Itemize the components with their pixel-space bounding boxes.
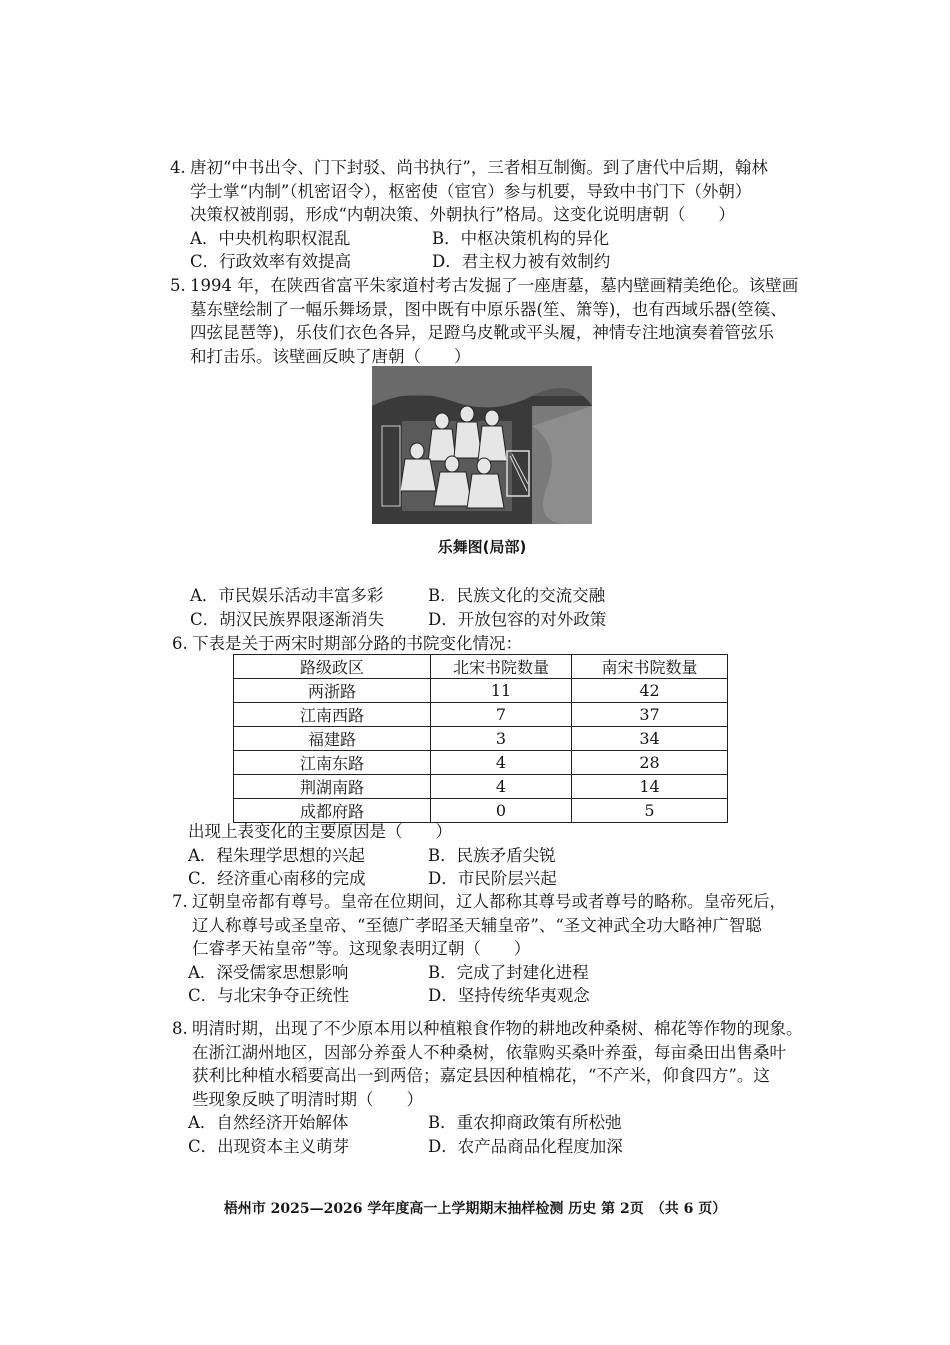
table-cell: 福建路: [234, 727, 431, 751]
option-a[interactable]: A．自然经济开始解体: [188, 1113, 349, 1132]
table-cell: 荆湖南路: [234, 775, 431, 799]
question-7-line: 辽人称尊号或圣皇帝、“至德广孝昭圣天辅皇帝”、“圣文神武全功大略神广智聪: [192, 915, 762, 935]
table-row: [234, 775, 728, 799]
question-8-line: 在浙江湖州地区，因部分养蚕人不种桑树，依靠购买桑叶养蚕，每亩桑田出售桑叶: [192, 1042, 786, 1062]
options-row: [190, 582, 790, 606]
option-b[interactable]: B．重农抑商政策有所松弛: [428, 1113, 622, 1132]
option-c[interactable]: C．与北宋争夺正统性: [188, 986, 350, 1005]
table-header: 路级政区: [234, 655, 431, 679]
table-cell: 34: [572, 727, 728, 751]
question-8-line: [172, 1017, 803, 1041]
page-footer: 梧州市 2025—2026 学年度高一上学期期末抽样检测 历史 第 2页 （共 6 页）: [223, 1201, 727, 1217]
table-header-row: [234, 655, 728, 679]
options-row: [172, 961, 786, 985]
question-7: [172, 890, 786, 1008]
table-cell: 37: [572, 703, 728, 727]
table-row: [234, 799, 728, 823]
option-a[interactable]: A．程朱理学思想的兴起: [188, 845, 365, 865]
question-4: [170, 156, 768, 274]
question-7-line: [172, 890, 786, 914]
question-number: 7.: [172, 892, 188, 911]
option-d[interactable]: D．农产品商品化程度加深: [428, 1136, 623, 1156]
table-cell: 5: [572, 799, 728, 823]
figure-caption: 乐舞图(局部): [437, 538, 527, 556]
options-row: [172, 984, 786, 1008]
question-number: 8.: [172, 1019, 188, 1038]
question-5-line: 四弦昆琶等)，乐伎们衣色各异，足蹬乌皮靴或平头履，神情专注地演奏着管弦乐: [190, 323, 774, 342]
option-d[interactable]: D．坚持传统华夷观念: [428, 986, 590, 1005]
option-a[interactable]: A．中央机构职权混乱: [190, 228, 351, 248]
table-cell: 14: [572, 775, 728, 799]
question-text: 出现上表变化的主要原因是（ ）: [188, 822, 452, 841]
table-cell: 7: [431, 703, 572, 727]
table-cell: 江南西路: [234, 703, 431, 727]
table-header: 南宋书院数量: [572, 655, 728, 679]
question-8-line: 获利比种植水稻要高出一到两倍；嘉定县因种植棉花，“不产米，仰食四方”。这: [192, 1066, 770, 1085]
question-5-line: [170, 274, 798, 298]
table-cell: 4: [431, 751, 572, 775]
option-d[interactable]: D．开放包容的对外政策: [428, 609, 607, 629]
table-cell: 42: [572, 679, 728, 703]
table-row: [234, 703, 728, 727]
option-c[interactable]: C．胡汉民族界限逐渐消失: [190, 609, 385, 629]
option-a[interactable]: A．市民娱乐活动丰富多彩: [190, 586, 384, 605]
option-d[interactable]: D．君主权力被有效制约: [432, 252, 611, 271]
question-text: 下表是关于两宋时期部分路的书院变化情况：: [192, 634, 522, 653]
options-row: [188, 844, 556, 868]
question-text: 唐初“中书出令、门下封驳、尚书执行”，三者相互制衡。到了唐代中后期，翰林: [190, 158, 768, 177]
question-4-line: 决策权被削弱，形成“内朝决策、外朝执行”格局。这变化说明唐朝（ ）: [190, 205, 735, 224]
question-number: 4.: [170, 158, 186, 177]
mural-illustration: [372, 366, 592, 524]
question-5: [170, 274, 798, 368]
question-number: 6.: [172, 634, 188, 653]
option-a[interactable]: A．深受儒家思想影响: [188, 962, 349, 982]
question-4-line: [170, 156, 768, 180]
question-5-line: 墓东壁绘制了一幅乐舞场景，图中既有中原乐器(笙、箫等)，也有西域乐器(箜篌、: [190, 299, 787, 319]
option-b[interactable]: B．中枢决策机构的异化: [432, 228, 610, 248]
mural-image: [372, 366, 592, 524]
option-b[interactable]: B．民族矛盾尖锐: [428, 845, 556, 865]
table-row: [234, 679, 728, 703]
option-c[interactable]: C．出现资本主义萌芽: [188, 1136, 350, 1156]
question-text: 1994 年，在陕西省富平朱家道村考古发掘了一座唐墓，墓内壁画精美绝伦。该壁画: [190, 276, 799, 295]
table-row: [234, 751, 728, 775]
table-cell: 4: [431, 775, 572, 799]
question-4-line: 学士掌“内制”（机密诏令），枢密使（宦官）参与机要，导致中书门下（外朝）: [190, 181, 752, 201]
options-row: [170, 227, 768, 251]
table-cell: 两浙路: [234, 679, 431, 703]
question-7-line: 仁睿孝天祐皇帝”等。这现象表明辽朝（ ）: [192, 939, 531, 958]
question-8-line: 些现象反映了明清时期（ ）: [192, 1089, 423, 1109]
question-number: 5.: [170, 276, 186, 295]
option-c[interactable]: C．经济重心南移的完成: [188, 869, 366, 888]
table-cell: 成都府路: [234, 799, 431, 823]
option-b[interactable]: B．完成了封建化进程: [428, 962, 589, 982]
question-6-line: [172, 632, 522, 656]
question-5-options: [190, 582, 790, 629]
question-6-prompt: [188, 820, 557, 891]
table-cell: 3: [431, 727, 572, 751]
option-c[interactable]: C．行政效率有效提高: [190, 252, 352, 271]
table-row: [234, 727, 728, 751]
academy-table: [233, 654, 728, 823]
question-8: [172, 1017, 803, 1158]
question-text: 明清时期，出现了不少原本用以种植粮食作物的耕地改种桑树、棉花等作物的现象。: [192, 1019, 803, 1038]
table-header: 北宋书院数量: [431, 655, 572, 679]
table-cell: 江南东路: [234, 751, 431, 775]
question-6: [172, 632, 522, 656]
question-text: 辽朝皇帝都有尊号。皇帝在位期间，辽人都称其尊号或者尊号的略称。皇帝死后，: [192, 892, 786, 911]
option-b[interactable]: B．民族文化的交流交融: [428, 586, 606, 605]
table-cell: 0: [431, 799, 572, 823]
options-row: [190, 606, 790, 630]
options-row: [172, 1111, 803, 1135]
options-row: [188, 867, 557, 891]
table-cell: 11: [431, 679, 572, 703]
options-row: [172, 1135, 803, 1159]
option-d[interactable]: D．市民阶层兴起: [428, 869, 557, 888]
table-cell: 28: [572, 751, 728, 775]
options-row: [170, 250, 768, 274]
question-5-line: 和打击乐。该壁画反映了唐朝（ ）: [190, 346, 471, 366]
